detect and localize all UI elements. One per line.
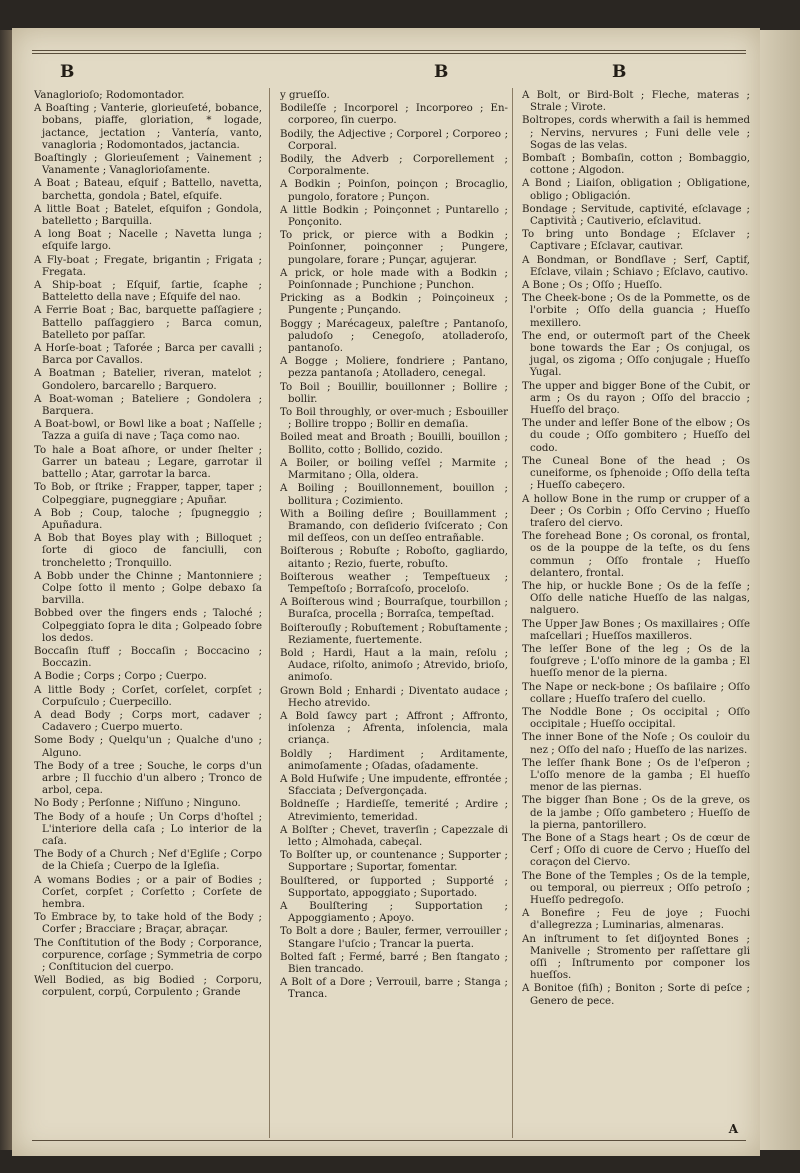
dictionary-entry: Boiled meat and Broath ; Bouilli, bouillon ; Bollito, cotto ; Bollido, cozido. <box>280 432 508 456</box>
dictionary-entry: A Bolt, or Bird-Bolt ; Fleche, materas ; Strale ; Virote. <box>522 90 750 114</box>
dictionary-entry: The Bone of a Stags heart ; Os de cœur de Cerf ; Oſſo di cuore de Cervo ; Hueſſo del coraçon del Ciervo. <box>522 832 750 869</box>
dictionary-entry: To Bolſter up, or countenance ; Supporter ; Supportare ; Suportar, fomentar. <box>280 850 508 874</box>
dictionary-entry: The Noddle Bone ; Os occipital ; Oſſo occipitale ; Hueſſo occipital. <box>522 706 750 731</box>
column-3 <box>522 90 750 1130</box>
dictionary-entry: A Boiler, or boiling veſſel ; Marmite ; Marmitano ; Olla, oldera. <box>280 457 508 482</box>
dictionary-entry: A Boulſtering ; Supportation ; Appoggiamento ; Apoyo. <box>280 901 508 925</box>
dictionary-entry: The Nape or neck-bone ; Os baſilaire ; Oſſo collare ; Hueſſo traſero del cuello. <box>522 681 750 705</box>
dictionary-entry: To Bob, or ſtrike ; Frapper, tapper, taper ; Colpeggiare, pugneggiare ; Apuñar. <box>34 482 262 506</box>
dictionary-entry: A Boatman ; Batelier, riveran, matelot ; Gondolero, barcarello ; Barquero. <box>34 368 262 392</box>
dictionary-entry: A Boiſterous wind ; Bourraſque, tourbillon ; Buraſca, procella ; Borraſca, tempeſtad. <box>280 597 508 621</box>
dictionary-entry: The forehead Bone ; Os coronal, os frontal, os de la pouppe de la teſte, os du ſens commun ; Oſſo frontale ; Hueſſo delantero, frontal. <box>522 531 750 579</box>
dictionary-entry: The Body of a tree ; Souche, le corps d'un arbre ; Il fucchio d'un albero ; Tronco de arbol, cepa. <box>34 760 262 797</box>
dictionary-entry: Boiſterouſly ; Robuſtement ; Robuſtamente ; Reziamente, fuertemente. <box>280 622 508 646</box>
dictionary-entry: The leſſer ſhank Bone ; Os de l'eſperon ; L'oſſo menore de la gamba ; El hueſſo menor de las piernas. <box>522 757 750 794</box>
dictionary-entry: A Bogge ; Moliere, fondriere ; Pantano, pezza pantanoſa ; Atolladero, cenegal. <box>280 356 508 380</box>
top-rule-inner <box>32 53 746 54</box>
dictionary-entry: A Bone ; Os ; Oſſo ; Hueſſo. <box>522 280 663 292</box>
dictionary-entry: Boiſterous weather ; Tempeſtueux ; Tempeſtoſo ; Borraſcoſo, proceloſo. <box>280 571 508 595</box>
dictionary-entry: A little Body ; Corſet, corſelet, corpſet ; Corpuſculo ; Cuerpecillo. <box>34 684 262 708</box>
dictionary-entry: No Body ; Perſonne ; Niſſuno ; Ninguno. <box>34 798 241 810</box>
page-header <box>32 62 746 86</box>
dictionary-entry: The Bone of the Temples ; Os de la temple, ou temporal, ou pierreux ; Oſſo petroſo ; Hueſſo pedregoſo. <box>522 870 750 906</box>
next-page-edge <box>760 30 800 1150</box>
dictionary-entry: Boccaſin ſtuff ; Boccaſin ; Boccacino ; Boccazin. <box>34 645 262 670</box>
header-letter-right: B <box>612 62 627 82</box>
dictionary-entry: A Bob that Boyes play with ; Billoquet ; ſorte di gioco de fanciulli, con troncheletto ; Tronquillo. <box>34 533 262 569</box>
dictionary-entry: A Bond ; Liaiſon, obligation ; Obligatione, obligo ; Obligación. <box>522 178 750 202</box>
dictionary-entry: Bodileſſe ; Incorporel ; Incorporeo ; En-corporeo, ſin cuerpo. <box>280 103 508 127</box>
dictionary-entry: Bondage ; Servitude, captivité, eſclavage ; Captività ; Cautiverio, eſclavitud. <box>522 203 750 228</box>
dictionary-entry: The Conſtitution of the Body ; Corporance, corpurence, corſage ; Symmetria de corpo ; Conſtitucion del cuerpo. <box>34 937 262 974</box>
dictionary-entry: Boulſtered, or ſupported ; Supporté ; Supportato, appoggiato ; Suportado. <box>280 875 508 899</box>
dictionary-entry: Bombaſt ; Bombaſin, cotton ; Bombaggio, cottone ; Algodon. <box>522 153 750 177</box>
dictionary-entry: Boldly ; Hardiment ; Arditamente, animoſamente ; Oſadas, oſadamente. <box>280 748 508 772</box>
top-rule <box>32 50 746 51</box>
dictionary-entry: The bigger ſhan Bone ; Os de la greve, os de la jambe ; Oſſo gambetero ; Hueſſo de la pierna, pantorillero. <box>522 795 750 831</box>
dictionary-entry: The upper and bigger Bone of the Cubit, or arm ; Os du rayon ; Oſſo del braccio ; Hueſſo del braço. <box>522 380 750 417</box>
dictionary-entry: The under and leſſer Bone of the elbow ; Os du coude ; Oſſo gombitero ; Hueſſo del codo. <box>522 418 750 454</box>
dictionary-entry: The Cuneal Bone of the head ; Os cuneiforme, os ſphenoide ; Oſſo della teſta ; Hueſſo cabeçero. <box>522 455 750 492</box>
dictionary-entry: To Boil ; Bouillir, bouillonner ; Bollire ; bollir. <box>280 381 508 405</box>
column-2 <box>280 90 508 1130</box>
dictionary-entry: The end, or outermoſt part of the Cheek bone towards the Ear ; Os conjugal, os jugal, os zigoma ; Oſſo conjugale ; Hueſſo Yugal. <box>522 330 750 379</box>
dictionary-entry: A Boat-woman ; Bateliere ; Gondolera ; Barquera. <box>34 393 262 418</box>
dictionary-entry: A Fly-boat ; Fregate, brigantin ; Frigata ; Fregata. <box>34 254 262 278</box>
dictionary-entry: Well Bodied, as big Bodied ; Corporu, corpulent, corpú, Corpulento ; Grande <box>34 975 262 999</box>
catchword: A <box>728 1122 738 1136</box>
dictionary-entry: A hollow Bone in the rump or crupper of a Deer ; Os Corbin ; Oſſo Cervino ; Hueſſo traſero del ciervo. <box>522 493 750 529</box>
dictionary-entry: An inſtrument to ſet diſjoynted Bones ; Manivelle ; Stromento per raſſettare gli oſſi ; Inſtrumento por componer los hueſſos. <box>522 933 750 982</box>
dictionary-entry: A Horſe-boat ; Taforée ; Barca per cavalli ; Barca por Cavallos. <box>34 343 262 367</box>
dictionary-entry: A Bold Huſwife ; Une impudente, effrontée ; Sfacciata ; Deſvergonçada. <box>280 773 508 798</box>
dictionary-entry: To Boil throughly, or over-much ; Esbouiller ; Bollire troppo ; Bollir en demaſia. <box>280 407 508 431</box>
dictionary-entry: A Boat ; Bateau, eſquif ; Battello, navetta, barchetta, gondola ; Batel, eſquife. <box>34 178 262 202</box>
dictionary-entry: A little Boat ; Batelet, eſquifon ; Gondola, batelletto ; Barquilla. <box>34 203 262 228</box>
dictionary-entry: A Bodkin ; Poinſon, poinçon ; Brocaglio, pungolo, foratore ; Punçon. <box>280 179 508 203</box>
column-1 <box>34 90 262 1130</box>
dictionary-entry: Pricking as a Bodkin ; Poinçoineux ; Pungente ; Punçando. <box>280 293 508 317</box>
column-divider-1 <box>269 88 270 1138</box>
dictionary-entry: Vanaglorioſo; Rodomontador. <box>34 90 185 101</box>
header-letter-left: B <box>60 62 75 82</box>
dictionary-entry: To Bolt a dore ; Bauler, fermer, verrouiller ; Stangare l'uſcio ; Trancar la puerta. <box>280 926 508 950</box>
dictionary-entry: Some Body ; Quelqu'un ; Qualche d'uno ; Alguno. <box>34 735 262 759</box>
dictionary-entry: A little Bodkin ; Poinçonnet ; Puntarello ; Ponçonito. <box>280 204 508 229</box>
dictionary-entry: Bodily, the Adverb ; Corporellement ; Corporalmente. <box>280 154 508 178</box>
dictionary-entry: Boiſterous ; Robuſte ; Roboſto, gagliardo, aitanto ; Rezio, fuerte, robuſto. <box>280 546 508 570</box>
column-divider-2 <box>512 88 513 1138</box>
dictionary-entry: A Bodie ; Corps ; Corpo ; Cuerpo. <box>34 671 207 683</box>
dictionary-entry: A Bondman, or Bondſlave ; Serf, Captif, Eſclave, vilain ; Schiavo ; Eſclavo, cautivo. <box>522 254 750 278</box>
dictionary-entry: The leſſer Bone of the leg ; Os de la fouſgreve ; L'oſſo minore de la gamba ; El hueſſo menor de la pierna. <box>522 643 750 680</box>
dictionary-entry: Bold ; Hardi, Haut a la main, reſolu ; Audace, riſolto, animoſo ; Atrevido, brioſo, animoſo. <box>280 647 508 684</box>
dictionary-entry: A Bob ; Coup, taloche ; ſpugneggio ; Apuñadura. <box>34 507 262 531</box>
dictionary-entry: Boldneſſe ; Hardieſſe, temerité ; Ardire ; Atrevimiento, temeridad. <box>280 799 508 823</box>
dictionary-page <box>12 28 760 1156</box>
dictionary-entry: A Bonitoe (fiſh) ; Boniton ; Sorte di peſce ; Genero de pece. <box>522 983 750 1007</box>
dictionary-entry: The Upper Jaw Bones ; Os maxillaires ; Oſſe maſcellari ; Hueſſos maxilleros. <box>522 618 750 642</box>
dictionary-entry: A Bold ſawcy part ; Affront ; Affronto, inſolenza ; Afrenta, inſolencia, mala criança. <box>280 710 508 747</box>
dictionary-entry: Bolted faſt ; Fermé, barré ; Ben ſtangato ; Bien trancado. <box>280 951 508 976</box>
dictionary-entry: The hip, or huckle Bone ; Os de la feſſe ; Oſſo delle natiche Hueſſo de las nalgas, nalguero. <box>522 580 750 617</box>
dictionary-entry: A Bonefire ; Feu de joye ; Fuochi d'allegrezza ; Luminarias, almenaras. <box>522 908 750 932</box>
dictionary-entry: y grueſſo. <box>280 90 330 101</box>
bottom-rule <box>32 1140 746 1141</box>
dictionary-entry: Boggy ; Marécageux, paleſtre ; Pantanoſo, paludoſo ; Cenegoſo, atolladeroſo, pantanoſo. <box>280 318 508 355</box>
dictionary-entry: A Bolſter ; Chevet, traverſin ; Capezzale di letto ; Almohada, cabeçal. <box>280 824 508 848</box>
dictionary-entry: To Embrace by, to take hold of the Body ; Corfer ; Bracciare ; Braçar, abraçar. <box>34 912 262 936</box>
dictionary-entry: Grown Bold ; Enhardi ; Diventato audace ; Hecho atrevido. <box>280 685 508 709</box>
dictionary-entry: A Ferrie Boat ; Bac, barquette paſſagiere ; Battello paſſaggiero ; Barca comun, Batelleto por paſſar. <box>34 305 262 341</box>
dictionary-entry: With a Boiling deſire ; Bouillamment ; Bramando, con deſiderio ſviſcerato ; Con mil deſſeos, con un deſſeo entrañable. <box>280 508 508 545</box>
dictionary-entry: To prick, or pierce with a Bodkin ; Poinſonner, poinçonner ; Pungere, pungolare, forare ; Punçar, agujerar. <box>280 230 508 266</box>
previous-page-edge <box>0 30 12 1150</box>
dictionary-entry: The inner Bone of the Noſe ; Os couloir du nez ; Oſſo del naſo ; Hueſſo de las narizes. <box>522 732 750 756</box>
dictionary-entry: A Bolt of a Dore ; Verrouil, barre ; Stanga ; Tranca. <box>280 977 508 1001</box>
dictionary-entry: Boltropes, cords wherwith a ſail is hemmed ; Nervins, nervures ; Funi delle vele ; Sogas de las velas. <box>522 115 750 151</box>
dictionary-entry: To bring unto Bondage ; Eſclaver ; Captivare ; Eſclavar, cautivar. <box>522 229 750 253</box>
dictionary-entry: To hale a Boat aſhore, or under ſhelter ; Garrer un bateau ; Legare, garrotar il battello ; Atar, garrotar la barca. <box>34 444 262 481</box>
dictionary-entry: A prick, or hole made with a Bodkin ; Poinſonnade ; Punchione ; Punchon. <box>280 267 508 292</box>
dictionary-entry: A long Boat ; Nacelle ; Navetta lunga ; eſquife largo. <box>34 229 262 253</box>
dictionary-entry: A Ship-boat ; Eſquif, ſartie, ſcaphe ; Batteletto della nave ; Eſquife del nao. <box>34 280 262 304</box>
dictionary-entry: A Boaſting ; Vanterie, glorieuſeté, bobance, bobans, piaffe, gloriation, * logade, jactance, jectation ; Vantería, vanto, vanagloria ; Rodomontados, jactancia. <box>34 103 262 151</box>
dictionary-entry: A Boiling ; Bouillonnement, bouillon ; bollitura ; Cozimiento. <box>280 483 508 507</box>
dictionary-entry: The Body of a Church ; Nef d'Egliſe ; Corpo de la Chieſa ; Cuerpo de la Igleſia. <box>34 849 262 873</box>
dictionary-entry: A Boat-bowl, or Bowl like a boat ; Naſſelle ; Tazza a guiſa di nave ; Taça como nao. <box>34 419 262 443</box>
dictionary-entry: The Body of a houſe ; Un Corps d'hoſtel ; L'interiore della caſa ; Lo interior de la caſa. <box>34 811 262 847</box>
dictionary-entry: A Bobb under the Chinne ; Mantonniere ; Colpe ſotto il mento ; Golpe debaxo ſa barvilla. <box>34 570 262 607</box>
header-letter-center: B <box>434 62 449 82</box>
dictionary-entry: Boaſtingly ; Glorieuſement ; Vainement ; Vanamente ; Vanaglorioſamente. <box>34 153 262 177</box>
dictionary-entry: A womans Bodies ; or a pair of Bodies ; Corſet, corpſet ; Corſetto ; Corſete de hembra. <box>34 874 262 910</box>
dictionary-entry: Bobbed over the fingers ends ; Taloché ; Colpeggiato ſopra le dita ; Golpeado ſobre los dedos. <box>34 608 262 644</box>
dictionary-entry: A dead Body ; Corps mort, cadaver ; Cadavero ; Cuerpo muerto. <box>34 709 262 734</box>
dictionary-entry: The Cheek-bone ; Os de la Pommette, os de l'orbite ; Oſſo della guancia ; Hueſſo mexillero. <box>522 293 750 329</box>
dictionary-entry: Bodily, the Adjective ; Corporel ; Corporeo ; Corporal. <box>280 128 508 152</box>
